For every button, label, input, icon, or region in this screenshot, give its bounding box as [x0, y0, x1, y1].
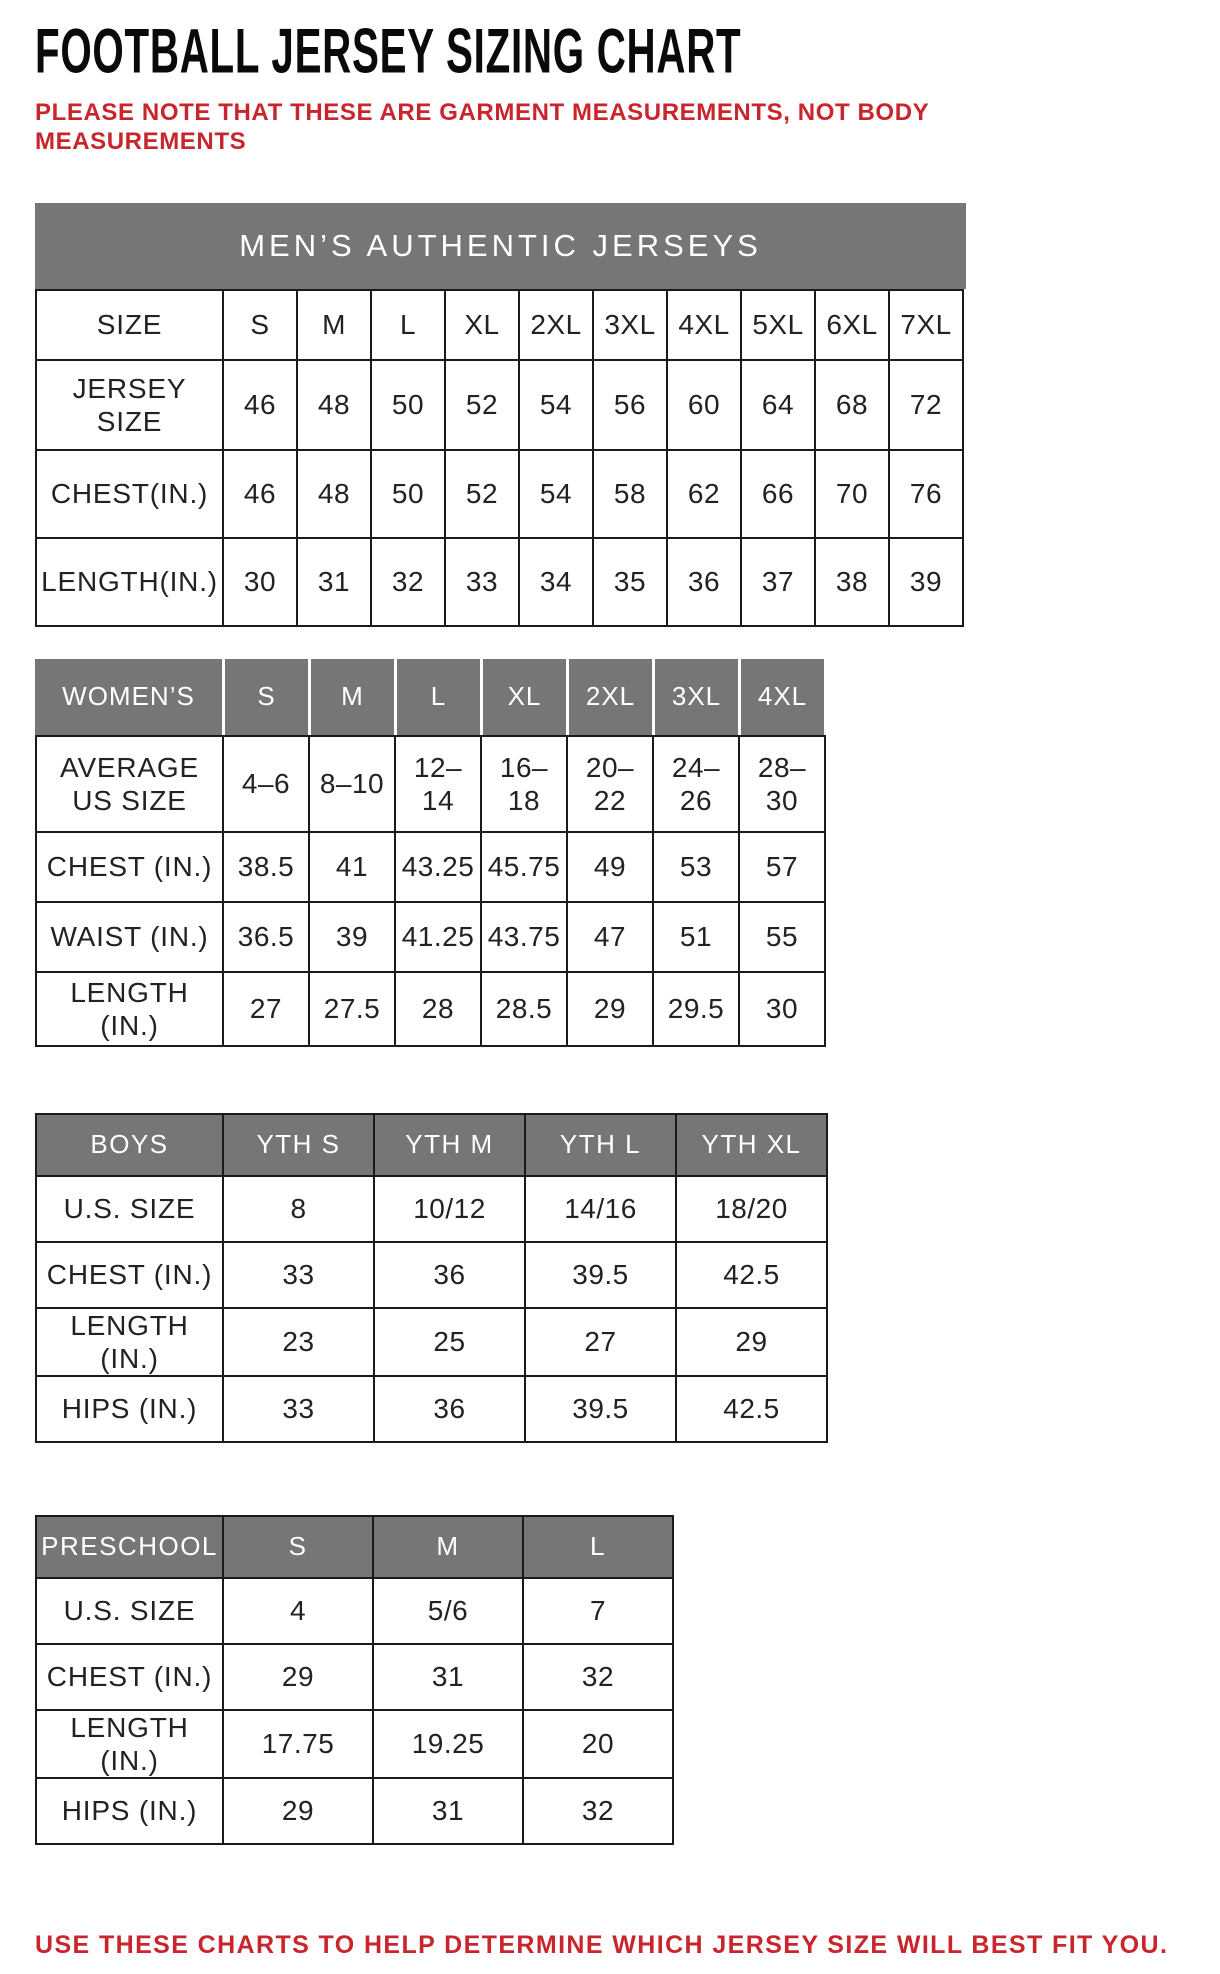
size-value-cell: 20 — [523, 1710, 673, 1778]
size-value-cell: 33 — [223, 1376, 374, 1442]
size-value-cell: 34 — [519, 538, 593, 626]
size-header-cell: XL — [480, 659, 566, 735]
size-value-cell: 2XL — [519, 290, 593, 360]
size-value-cell: 27 — [525, 1308, 676, 1376]
size-value-cell: 42.5 — [676, 1376, 827, 1442]
size-value-cell: 25 — [374, 1308, 525, 1376]
size-value-cell: 7XL — [889, 290, 963, 360]
row-label-cell: U.S. SIZE — [36, 1176, 223, 1242]
size-value-cell: 51 — [653, 902, 739, 972]
table-row — [36, 450, 963, 538]
page-title-text: FOOTBALL JERSEY SIZING CHART — [35, 15, 742, 86]
size-value-cell: 33 — [223, 1242, 374, 1308]
size-value-cell: 8 — [223, 1176, 374, 1242]
size-value-cell: 66 — [741, 450, 815, 538]
size-header-cell: L — [394, 659, 480, 735]
size-value-cell: 52 — [445, 360, 519, 450]
row-label-cell: HIPS (IN.) — [36, 1376, 223, 1442]
size-value-cell: 24–26 — [653, 736, 739, 832]
size-header-cell: S — [222, 659, 308, 735]
size-value-cell: 39 — [889, 538, 963, 626]
table-row — [36, 538, 963, 626]
size-value-cell: 28–30 — [739, 736, 825, 832]
size-value-cell: 36.5 — [223, 902, 309, 972]
preschool-table-container — [35, 1515, 1220, 1845]
size-value-cell: 20–22 — [567, 736, 653, 832]
size-value-cell: 30 — [223, 538, 297, 626]
table-row — [36, 290, 963, 360]
size-value-cell: 29 — [223, 1778, 373, 1844]
boys-table — [35, 1113, 828, 1443]
size-value-cell: 7 — [523, 1578, 673, 1644]
size-value-cell: 29 — [223, 1644, 373, 1710]
table-row — [36, 832, 825, 902]
size-value-cell: 28.5 — [481, 972, 567, 1046]
size-value-cell: 36 — [374, 1376, 525, 1442]
row-label-cell: LENGTH (IN.) — [36, 972, 223, 1046]
size-value-cell: 41.25 — [395, 902, 481, 972]
table-row — [36, 1778, 673, 1844]
table-row — [36, 1308, 827, 1376]
size-value-cell: 48 — [297, 450, 371, 538]
size-value-cell: L — [371, 290, 445, 360]
size-value-cell: 49 — [567, 832, 653, 902]
size-value-cell: 17.75 — [223, 1710, 373, 1778]
size-value-cell: 45.75 — [481, 832, 567, 902]
size-value-cell: S — [223, 290, 297, 360]
footer-note: USE THESE CHARTS TO HELP DETERMINE WHICH JERSEY SIZE WILL BEST FIT YOU. — [35, 1930, 1169, 1959]
size-value-cell: 16–18 — [481, 736, 567, 832]
size-value-cell: 47 — [567, 902, 653, 972]
size-value-cell: 68 — [815, 360, 889, 450]
size-value-cell: 72 — [889, 360, 963, 450]
table-row — [36, 736, 825, 832]
table-title-cell: BOYS — [36, 1114, 223, 1176]
table-row — [36, 972, 825, 1046]
size-value-cell: 33 — [445, 538, 519, 626]
table-row — [36, 1176, 827, 1242]
size-value-cell: 19.25 — [373, 1710, 523, 1778]
size-value-cell: 37 — [741, 538, 815, 626]
size-header-cell: YTH M — [374, 1114, 525, 1176]
size-value-cell: 43.75 — [481, 902, 567, 972]
table-title-cell: WOMEN’S — [35, 659, 222, 735]
size-header-cell: 3XL — [652, 659, 738, 735]
size-value-cell: 32 — [523, 1644, 673, 1710]
size-header-cell: M — [308, 659, 394, 735]
row-label-cell: LENGTH(IN.) — [36, 538, 223, 626]
size-header-cell: 2XL — [566, 659, 652, 735]
size-value-cell: 57 — [739, 832, 825, 902]
preschool-table — [35, 1515, 674, 1845]
mens-sizing-section — [35, 203, 1220, 627]
size-value-cell: 35 — [593, 538, 667, 626]
size-value-cell: 70 — [815, 450, 889, 538]
size-value-cell: 4–6 — [223, 736, 309, 832]
table-row — [36, 1376, 827, 1442]
size-value-cell: 27.5 — [309, 972, 395, 1046]
size-value-cell: 54 — [519, 360, 593, 450]
table-title-cell: PRESCHOOL — [36, 1516, 223, 1578]
size-value-cell: 50 — [371, 360, 445, 450]
size-value-cell: 46 — [223, 360, 297, 450]
size-value-cell: 60 — [667, 360, 741, 450]
table-row — [36, 1242, 827, 1308]
size-header-cell: S — [223, 1516, 373, 1578]
table-row — [36, 1710, 673, 1778]
row-label-cell: HIPS (IN.) — [36, 1778, 223, 1844]
row-label-cell: LENGTH (IN.) — [36, 1710, 223, 1778]
size-value-cell: 48 — [297, 360, 371, 450]
row-label-cell: JERSEY SIZE — [36, 360, 223, 450]
row-label-cell: WAIST (IN.) — [36, 902, 223, 972]
row-label-cell: U.S. SIZE — [36, 1578, 223, 1644]
size-value-cell: 42.5 — [676, 1242, 827, 1308]
size-value-cell: 38 — [815, 538, 889, 626]
table-row — [36, 360, 963, 450]
size-value-cell: 62 — [667, 450, 741, 538]
size-value-cell: 4 — [223, 1578, 373, 1644]
womens-sizing-section — [35, 659, 1220, 1047]
size-value-cell: 31 — [297, 538, 371, 626]
size-value-cell: 56 — [593, 360, 667, 450]
size-value-cell: 23 — [223, 1308, 374, 1376]
size-value-cell: 52 — [445, 450, 519, 538]
size-value-cell: 27 — [223, 972, 309, 1046]
row-label-cell: CHEST (IN.) — [36, 1644, 223, 1710]
size-value-cell: 29 — [567, 972, 653, 1046]
size-value-cell: 55 — [739, 902, 825, 972]
size-header-cell: M — [373, 1516, 523, 1578]
size-value-cell: 54 — [519, 450, 593, 538]
size-value-cell: 58 — [593, 450, 667, 538]
size-value-cell: 4XL — [667, 290, 741, 360]
size-header-cell: YTH S — [223, 1114, 374, 1176]
row-label-cell: LENGTH (IN.) — [36, 1308, 223, 1376]
table-row — [36, 902, 825, 972]
size-value-cell: 39.5 — [525, 1242, 676, 1308]
size-value-cell: 53 — [653, 832, 739, 902]
size-value-cell: 41 — [309, 832, 395, 902]
womens-table-container — [35, 659, 1220, 1047]
size-value-cell: 8–10 — [309, 736, 395, 832]
size-value-cell: 5XL — [741, 290, 815, 360]
boys-table-container — [35, 1113, 1220, 1443]
size-header-cell: YTH XL — [676, 1114, 827, 1176]
size-value-cell: 5/6 — [373, 1578, 523, 1644]
row-label-cell: CHEST (IN.) — [36, 832, 223, 902]
size-header-cell: YTH L — [525, 1114, 676, 1176]
row-label-cell: CHEST (IN.) — [36, 1242, 223, 1308]
womens-header-band — [35, 659, 1220, 735]
size-value-cell: 43.25 — [395, 832, 481, 902]
row-label-cell: AVERAGE US SIZE — [36, 736, 223, 832]
row-label-cell: SIZE — [36, 290, 223, 360]
size-value-cell: 39.5 — [525, 1376, 676, 1442]
size-header-cell: L — [523, 1516, 673, 1578]
size-value-cell: 46 — [223, 450, 297, 538]
size-value-cell: 29.5 — [653, 972, 739, 1046]
size-value-cell: 14/16 — [525, 1176, 676, 1242]
row-label-cell: CHEST(IN.) — [36, 450, 223, 538]
size-value-cell: 32 — [523, 1778, 673, 1844]
size-value-cell: 29 — [676, 1308, 827, 1376]
size-value-cell: 32 — [371, 538, 445, 626]
size-value-cell: 31 — [373, 1778, 523, 1844]
size-value-cell: 50 — [371, 450, 445, 538]
womens-table — [35, 735, 826, 1047]
size-value-cell: 30 — [739, 972, 825, 1046]
size-value-cell: 6XL — [815, 290, 889, 360]
size-value-cell: 3XL — [593, 290, 667, 360]
size-value-cell: M — [297, 290, 371, 360]
size-value-cell: 39 — [309, 902, 395, 972]
size-value-cell: XL — [445, 290, 519, 360]
page-title — [35, 15, 1220, 86]
size-value-cell: 10/12 — [374, 1176, 525, 1242]
size-value-cell: 76 — [889, 450, 963, 538]
size-value-cell: 38.5 — [223, 832, 309, 902]
size-value-cell: 64 — [741, 360, 815, 450]
mens-table — [35, 289, 964, 627]
preschool-sizing-section — [35, 1515, 1220, 1845]
size-value-cell: 36 — [667, 538, 741, 626]
table-row — [36, 1578, 673, 1644]
size-value-cell: 28 — [395, 972, 481, 1046]
size-header-cell: 4XL — [738, 659, 824, 735]
size-value-cell: 12–14 — [395, 736, 481, 832]
boys-sizing-section — [35, 1113, 1220, 1443]
table-row — [36, 1644, 673, 1710]
size-value-cell: 31 — [373, 1644, 523, 1710]
size-value-cell: 36 — [374, 1242, 525, 1308]
mens-table-container — [35, 289, 1220, 627]
garment-measurements-note: PLEASE NOTE THAT THESE ARE GARMENT MEASUREMENTS, NOT BODY MEASUREMENTS — [35, 99, 929, 156]
size-value-cell: 18/20 — [676, 1176, 827, 1242]
mens-table-banner: MEN’S AUTHENTIC JERSEYS — [35, 203, 966, 289]
